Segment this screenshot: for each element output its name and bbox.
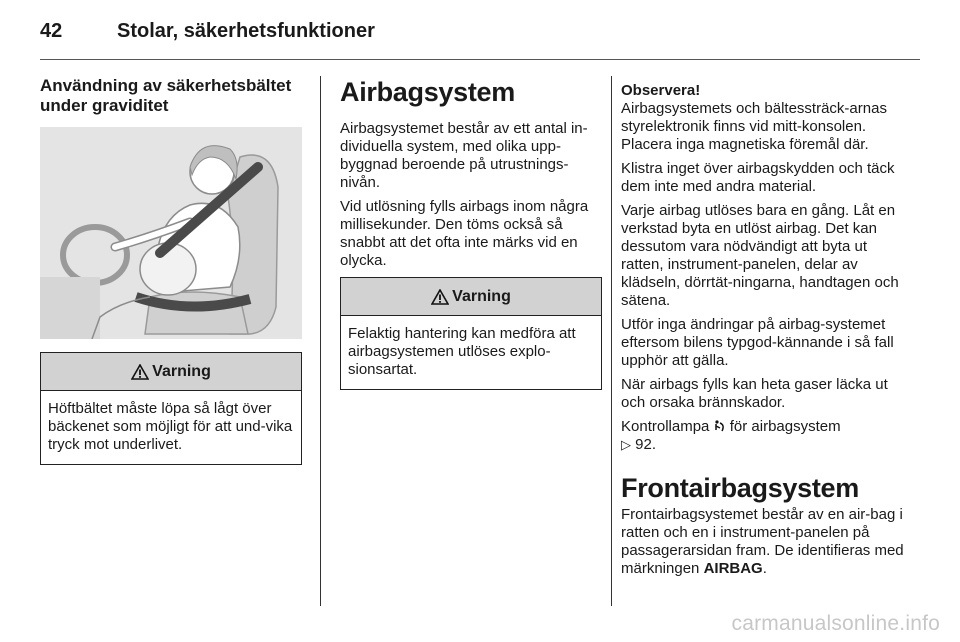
paragraph-airbag-deploy: Vid utlösning fylls airbags inom några millisekunder. Den töms också så snabbt att det ofta inte märks vid en olycka. — [340, 198, 589, 269]
column-divider — [320, 76, 321, 606]
page-header — [0, 0, 960, 62]
lamp-text: Kontrollampa — [621, 418, 710, 435]
note-paragraph: Airbagsystemets och bältessträck-arnas styrelektronik finns vid mitt-konsolen. Placera inga magnetiska föremål där. — [621, 100, 887, 153]
section-heading-airbag: Airbagsystem — [340, 77, 515, 107]
paragraph-airbag-intro: Airbagsystemet består av ett antal in-dividuella system, med olika upp-byggnad beroende på utrustnings-nivån. — [340, 120, 588, 191]
section-heading-pregnancy: Användning av säkerhetsbältet under graviditet — [40, 76, 292, 115]
note-label: Observera! — [621, 82, 701, 99]
column-left — [40, 76, 302, 453]
page-reference-arrow-icon: ▷ — [621, 437, 631, 452]
front-airbag-text: Frontairbagsystemet består av en air-bag i ratten och en i instrument-panelen på passagerarsidan fram. De identifieras med märkningen — [621, 506, 904, 577]
warning-triangle-icon — [131, 364, 149, 380]
column-middle — [340, 76, 602, 378]
airbag-lamp-icon — [714, 420, 726, 432]
page-title: Stolar, säkerhetsfunktioner — [117, 20, 375, 42]
airbag-label: AIRBAG — [703, 560, 763, 577]
warning-header — [41, 353, 301, 391]
warning-title: Varning — [152, 362, 211, 380]
paragraph-heat: När airbags fylls kan heta gaser läcka ut och orsaka brännskador. — [621, 376, 888, 411]
note-block — [621, 82, 911, 370]
warning-text: Felaktig hantering kan medföra att airbagsystemen utlöses explo-sionsartat. — [348, 325, 576, 378]
warning-title: Varning — [452, 287, 511, 305]
warning-header — [341, 278, 601, 316]
note-paragraph: Klistra inget över airbagskydden och täck dem inte med andra material. — [621, 160, 895, 195]
paragraph-control-lamp — [621, 418, 911, 454]
warning-box-pregnancy — [40, 352, 302, 465]
note-paragraph: Varje airbag utlöses bara en gång. Låt en verkstad byta en utlöst airbag. Det kan dessutom vara nödvändigt att byta ut ratten, instrument-panelen, delar av klädseln, dörrtät-ningarna, handtagen och sätena. — [621, 202, 899, 309]
note-paragraph: Utför inga ändringar på airbag-systemet eftersom bilens typgod-kännande i så fall upphör att gälla. — [621, 316, 894, 369]
period: . — [762, 560, 767, 577]
warning-text: Höftbältet måste löpa så lågt över bäckenet som möjligt för att und-vika tryck mot underlivet. — [48, 400, 293, 453]
column-right — [621, 76, 911, 578]
paragraph-front-airbag — [621, 506, 911, 578]
section-heading-front-airbag: Frontairbagsystem — [621, 473, 859, 503]
header-divider — [40, 59, 920, 60]
page-reference-link[interactable]: 92. — [635, 436, 657, 453]
pregnant-seatbelt-illustration — [40, 127, 302, 339]
lamp-text: för airbagsystem — [729, 418, 841, 435]
watermark-text: carmanualsonline.info — [731, 612, 940, 635]
page-number: 42 — [40, 20, 63, 42]
warning-box-airbag — [340, 277, 602, 390]
warning-triangle-icon — [431, 289, 449, 305]
column-divider — [611, 76, 612, 606]
